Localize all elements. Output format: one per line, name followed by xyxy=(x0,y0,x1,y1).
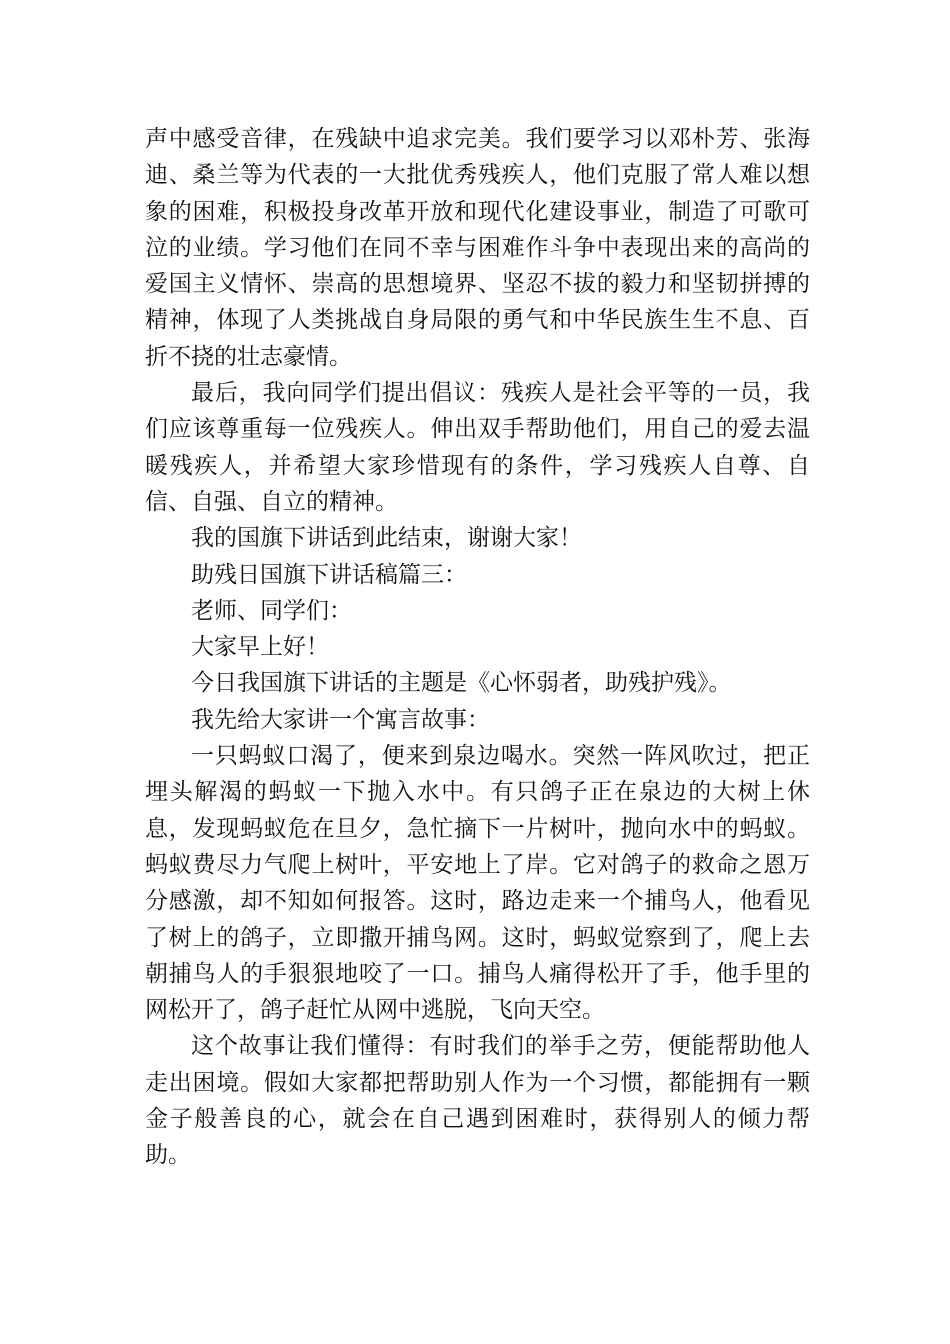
document-page xyxy=(145,121,810,1174)
paragraph-fable: 一只蚂蚁口渴了，便来到泉边喝水。突然一阵风吹过，把正埋头解渴的蚂蚁一下抛入水中。有只鸽子正在泉边的大树上休息，发现蚂蚁危在旦夕，急忙摘下一片树叶，抛向水中的蚂蚁。蚂蚁费尽力气爬上树叶，平安地上了岸。它对鸽子的救命之恩万分感激，却不知如何报答。这时，路边走来一个捕鸟人，他看见了树上的鸽子，立即撒开捕鸟网。这时，蚂蚁觉察到了，爬上去朝捕鸟人的手狠狠地咬了一口。捕鸟人痛得松开了手，他手里的网松开了，鸽子赶忙从网中逃脱，飞向天空。 xyxy=(145,743,810,1024)
paragraph-proposal: 最后，我向同学们提出倡议：残疾人是社会平等的一员，我们应该尊重每一位残疾人。伸出双手帮助他们，用自己的爱去温暖残疾人，并希望大家珍惜现有的条件，学习残疾人自尊、自信、自强、自立的精神。 xyxy=(145,380,810,515)
greeting: 大家早上好！ xyxy=(191,634,329,661)
paragraph-story-intro: 我先给大家讲一个寓言故事： xyxy=(191,706,490,733)
paragraph-closing: 我的国旗下讲话到此结束，谢谢大家！ xyxy=(191,525,582,552)
paragraph-continuation: 声中感受音律，在残缺中追求完美。我们要学习以邓朴芳、张海迪、桑兰等为代表的一大批优秀残疾人，他们克服了常人难以想象的困难，积极投身改革开放和现代化建设事业，制造了可歌可泣的业绩。学习他们在同不幸与困难作斗争中表现出来的高尚的爱国主义情怀、崇高的思想境界、坚忍不拔的毅力和坚韧拼搏的精神，体现了人类挑战自身局限的勇气和中华民族生生不息、百折不挠的壮志豪情。 xyxy=(145,126,810,370)
paragraph-theme: 今日我国旗下讲话的主题是《心怀弱者，助残护残》。 xyxy=(191,670,732,697)
paragraph-lesson: 这个故事让我们懂得：有时我们的举手之劳，便能帮助他人走出困境。假如大家都把帮助别人作为一个习惯，都能拥有一颗金子般善良的心，就会在自己遇到困难时，获得别人的倾力帮助。 xyxy=(145,1033,810,1169)
salutation: 老师、同学们： xyxy=(191,597,352,624)
section-heading: 助残日国旗下讲话稿篇三： xyxy=(191,561,467,588)
